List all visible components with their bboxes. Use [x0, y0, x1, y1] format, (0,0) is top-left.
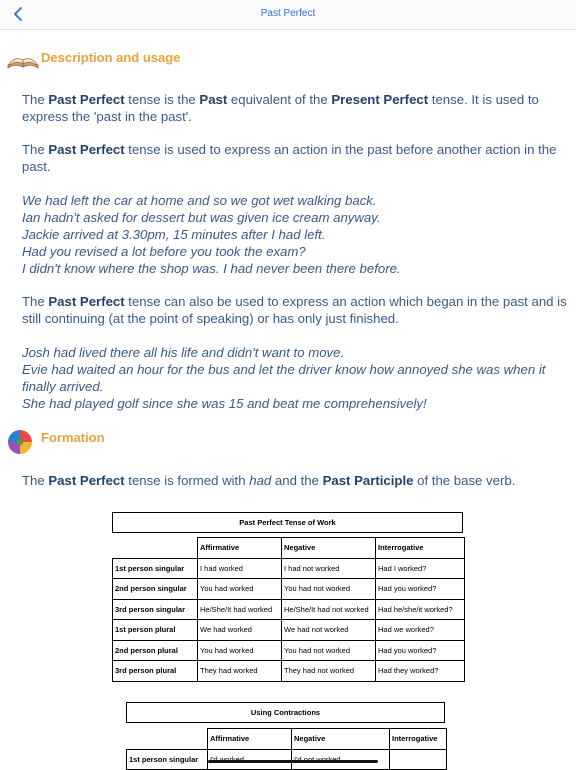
table-row	[113, 640, 465, 661]
table-row	[113, 620, 465, 641]
paragraph-intro: The Past Perfect tense is the Past equivalent of the Present Perfect tense. It is used to express the 'past in the past'.	[22, 92, 539, 124]
column-header: Interrogative	[376, 538, 465, 559]
table-cell: They had not worked	[282, 661, 376, 682]
open-book-icon	[6, 48, 40, 70]
table-cell: We had worked	[198, 620, 282, 641]
table-cell: He/She/It had worked	[198, 599, 282, 620]
row-header: 1st person plural	[113, 620, 198, 641]
table-row	[113, 558, 465, 579]
table-title-contractions: Using Contractions	[126, 702, 445, 723]
column-header: Affirmative	[198, 538, 282, 559]
table-cell: Had I worked?	[376, 558, 465, 579]
example-sentence: Evie had waited an hour for the bus and let the driver know how annoyed she was when it finally arrived.	[22, 362, 546, 394]
example-sentence: Had you revised a lot before you took the exam?	[22, 244, 306, 259]
section-title: Formation	[41, 430, 105, 445]
table-cell: You had worked	[198, 579, 282, 600]
row-header: 1st person singular	[113, 558, 198, 579]
row-header: 2nd person singular	[113, 579, 198, 600]
navigation-bar	[0, 0, 576, 30]
section-title: Description and usage	[41, 50, 181, 65]
table-cell: Had you worked?	[376, 579, 465, 600]
table-row	[113, 599, 465, 620]
example-sentence: Ian hadn't asked for dessert but was given ice cream anyway.	[22, 210, 381, 225]
paragraph-continuing: The Past Perfect tense can also be used to express an action which began in the past and is still continuing (at the point of speaking) or has only just finished.	[22, 294, 567, 326]
table-cell: Had he/she/it worked?	[376, 599, 465, 620]
page-title: Past Perfect	[260, 8, 316, 19]
table-cell: They had worked	[198, 661, 282, 682]
table-title-past-perfect: Past Perfect Tense of Work	[112, 512, 463, 533]
column-header: Affirmative	[208, 729, 292, 750]
table-row	[113, 579, 465, 600]
conjugation-table	[112, 537, 465, 682]
example-sentence: We had left the car at home and so we got wet walking back.	[22, 193, 377, 208]
paragraph-formation: The Past Perfect tense is formed with had and the Past Participle of the base verb.	[22, 473, 516, 488]
table-cell: Had you worked?	[376, 640, 465, 661]
row-header: 3rd person singular	[113, 599, 198, 620]
column-header: Negative	[282, 538, 376, 559]
table-header-row	[113, 538, 465, 559]
column-header: Interrogative	[390, 729, 447, 750]
table-cell: I had not worked	[282, 558, 376, 579]
table-cell: You had not worked	[282, 579, 376, 600]
example-sentence: She had played golf since she was 15 and beat me comprehensively!	[22, 396, 427, 411]
table-cell: Had they worked?	[376, 661, 465, 682]
example-sentence: Josh had lived there all his life and didn't want to move.	[22, 345, 345, 360]
row-header: 2nd person plural	[113, 640, 198, 661]
row-header: 3rd person plural	[113, 661, 198, 682]
column-header: Negative	[292, 729, 390, 750]
examples-block-1	[22, 192, 570, 277]
puzzle-icon	[6, 428, 36, 456]
examples-block-2	[22, 344, 570, 412]
table-row	[113, 661, 465, 682]
table-cell: I had worked	[198, 558, 282, 579]
table-cell: You had worked	[198, 640, 282, 661]
table-header-row	[127, 729, 447, 750]
row-header: 1st person singular	[127, 749, 208, 770]
table-cell	[390, 749, 447, 770]
paragraph-usage: The Past Perfect tense is used to express an action in the past before another action in the past.	[22, 142, 557, 174]
table-cell: He/She/It had not worked	[282, 599, 376, 620]
contractions-table	[126, 728, 447, 770]
table-cell: You had not worked	[282, 640, 376, 661]
home-indicator[interactable]	[208, 760, 378, 763]
example-sentence: Jackie arrived at 3.30pm, 15 minutes after I had left.	[22, 227, 326, 242]
table-cell: We had not worked	[282, 620, 376, 641]
table-cell: Had we worked?	[376, 620, 465, 641]
example-sentence: I didn't know where the shop was. I had never been there before.	[22, 261, 401, 276]
